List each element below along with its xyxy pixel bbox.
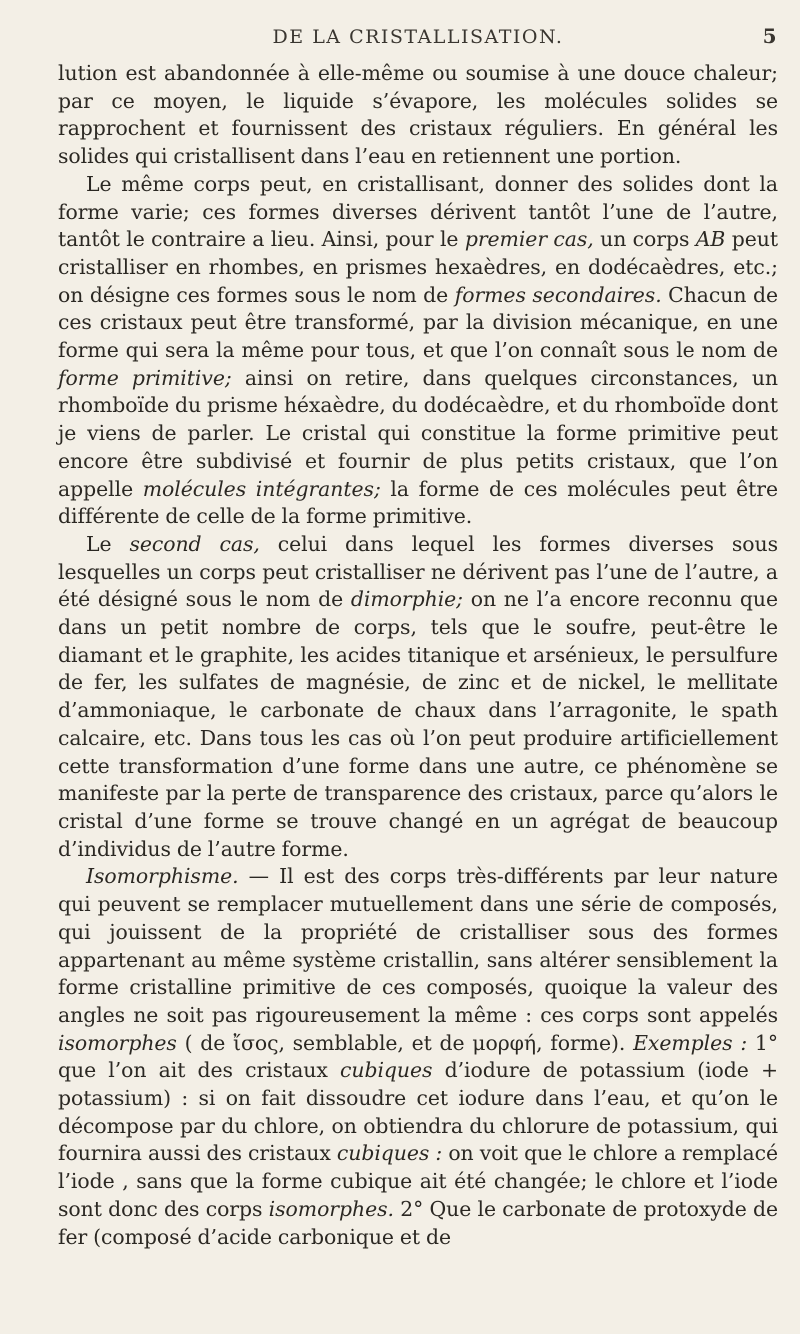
text-run: on voit que le chlore a remplacé l’iode , sans que la forme cubique ait été changée; le chlore et l’iode sont donc des corps — [58, 1141, 778, 1221]
italic-text: premier cas, — [464, 227, 594, 252]
italic-text: Isomorphisme. — [86, 864, 239, 889]
paragraph — [58, 171, 778, 531]
page-number: 5 — [762, 24, 778, 48]
running-header — [58, 24, 778, 54]
text-run: la forme de ces molécules peut être différente de celle de la forme primitive. — [58, 476, 778, 529]
italic-text: Exemples : — [633, 1030, 748, 1055]
italic-text: isomorphes — [58, 1030, 177, 1055]
text-run: celui dans lequel les formes diverses sous lesquelles un corps peut cristalliser ne dérivent pas l’une de l’autre, a été désigné sous le nom de — [58, 531, 778, 612]
text-run: 1° que l’on ait des cristaux — [58, 1030, 778, 1083]
text-run: Chacun de ces cristaux peut être transformé, par la division mécanique, en une forme qui sera la même pour tous, et que l’on connaît sous le nom de — [58, 282, 778, 363]
italic-text: cubiques : — [336, 1141, 443, 1166]
paragraph — [58, 863, 778, 1251]
book-page — [58, 24, 778, 1324]
chapter-title: DE LA CRISTALLISATION. — [272, 26, 564, 48]
paragraph — [58, 60, 778, 171]
paragraph — [58, 531, 778, 863]
text-run: ainsi on retire, dans quelques circonstances, un rhomboïde du prisme héxaèdre, du dodécaèdre, et du rhomboïde dont je viens de parler. Le cristal qui constitue la forme primitive peut encore être subdivisé et fournir de plus petits cristaux, que l’on appelle — [58, 365, 778, 501]
italic-text: formes secondaires. — [454, 282, 662, 307]
italic-text: isomorphes. — [268, 1196, 394, 1221]
text-run: 2° Que le carbonate de protoxyde de fer (composé d’acide carbonique et de — [58, 1196, 779, 1249]
text-run: Le même corps peut, en cristallisant, donner des solides dont la forme varie; ces formes diverses dérivent tantôt l’une de l’autre, tantôt le contraire a lieu. Ainsi, pour le — [58, 171, 778, 252]
text-run: un corps — [593, 227, 696, 252]
italic-text: dimorphie; — [350, 587, 463, 612]
text-run: ( de ἴσος, semblable, et de μορφή, forme). — [176, 1030, 634, 1055]
text-run: peut cristalliser en rhombes, en prismes hexaèdres, en dodécaèdres, etc.; on désigne ces formes sous le nom de — [58, 227, 779, 307]
italic-text: molécules intégrantes; — [142, 476, 381, 501]
italic-text: forme primitive; — [58, 365, 232, 390]
italic-text: second cas, — [129, 531, 260, 556]
italic-text: AB — [695, 227, 726, 252]
text-run: lution est abandonnée à elle-même ou soumise à une douce chaleur; par ce moyen, le liquide s’évapore, les molécules solides se rapprochent et fournissent des cristaux réguliers. En général les solides qui cristallisent dans l’eau en retiennent une portion. — [58, 61, 778, 169]
italic-text: cubiques — [340, 1058, 433, 1083]
body-text — [58, 60, 778, 1251]
text-run: — Il est des corps très-différents par leur nature qui peuvent se remplacer mutuellement dans une série de composés, qui jouissent de la propriété de cristalliser sous des formes appartenant au même système cristallin, sans altérer sensiblement la forme cristalline primitive de ces composés, quoique la valeur des angles ne soit pas rigoureusement la même : ces corps sont appelés — [58, 864, 778, 1027]
text-run: d’iodure de potassium (iode + potassium) : si on fait dissoudre cet iodure dans l’eau, et qu’on le décompose par du chlore, on obtiendra du chlorure de potassium, qui fournira aussi des cristaux — [58, 1058, 778, 1166]
text-run: on ne l’a encore reconnu que dans un petit nombre de corps, tels que le soufre, peut-être le diamant et le graphite, les acides titanique et arsénieux, le persulfure de fer, les sulfates de magnésie, de zinc et de nickel, le mellitate d’ammoniaque, le carbonate de chaux dans l’arragonite, le spath calcaire, etc. Dans tous les cas où l’on peut produire artificiellement cette transformation d’une forme dans une autre, ce phénomène se manifeste par la perte de transparence des cristaux, parce qu’alors le cristal d’une forme se trouve changé en un agrégat de beaucoup d’individus de l’autre forme. — [58, 587, 778, 861]
text-run: Le — [86, 531, 130, 556]
